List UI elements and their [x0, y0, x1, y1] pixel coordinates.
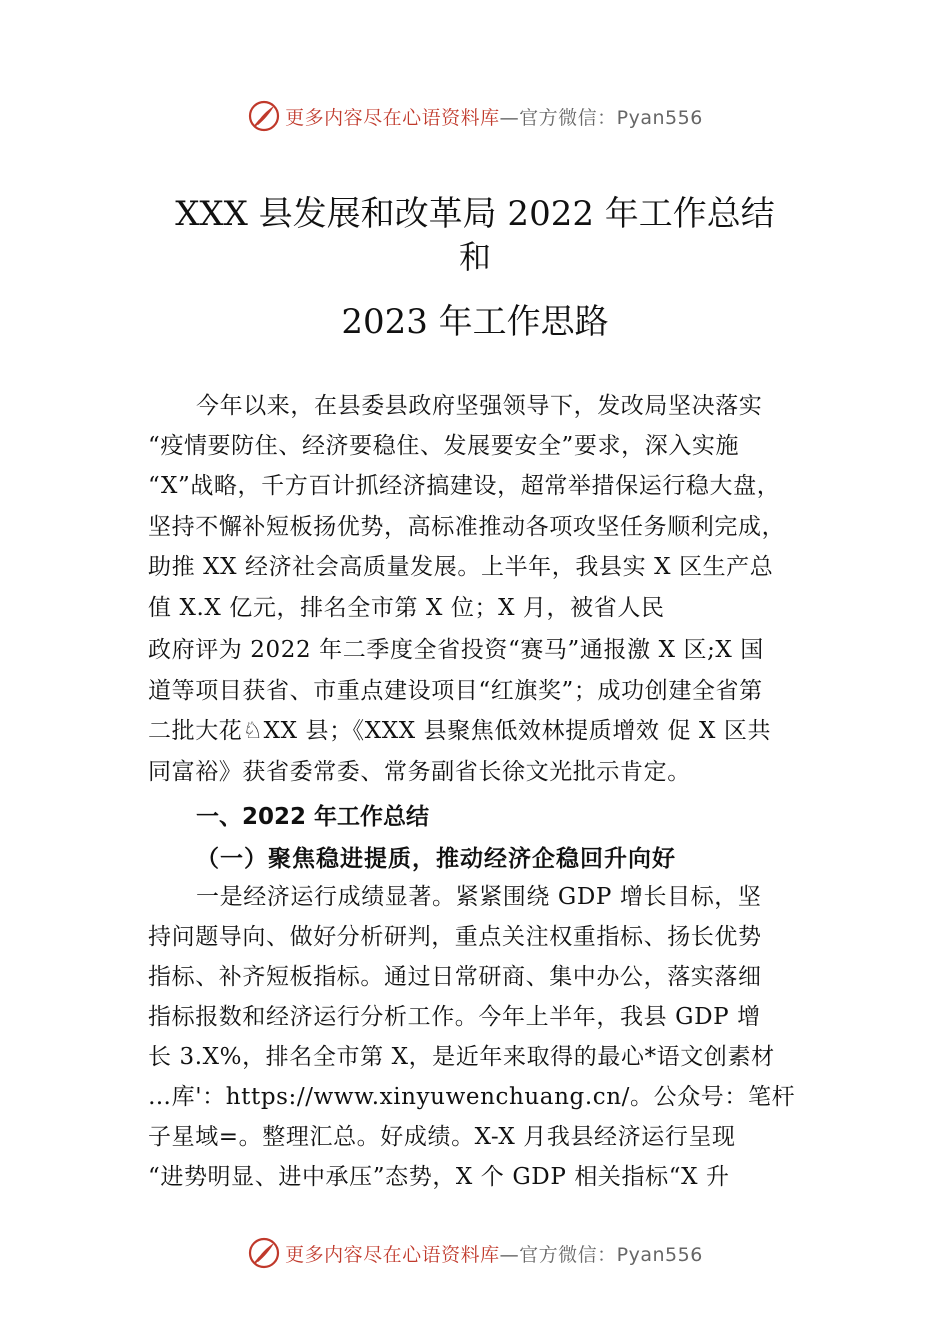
- body-line: …库'：https://www.xinyuwenchuang.cn/。公众号：笔杆: [148, 1084, 796, 1110]
- banner-text: [285, 103, 703, 130]
- body-line: 指标、补齐短板指标。通过日常研商、集中办公，落实落细: [148, 964, 762, 990]
- intro-line: “X”战略，千方百计抓经济搞建设，超常举措保运行稳大盘，: [148, 473, 781, 499]
- intro-line: “疫情要防住、经济要稳住、发展要安全”要求，深入实施: [148, 433, 740, 459]
- quill-logo-icon: [247, 99, 281, 133]
- intro-line: 政府评为 2022 年二季度全省投资“赛马”通报激 X 区;X 国: [148, 637, 764, 663]
- header-banner: [0, 96, 950, 136]
- body-line: 长 3.X%，排名全市第 X，是近年来取得的最心*语文创素材: [148, 1044, 775, 1070]
- banner-text: [285, 1240, 703, 1267]
- banner-separator: —: [499, 106, 520, 129]
- body-line: 一是经济运行成绩显著。紧紧围绕 GDP 增长目标，坚: [196, 884, 762, 910]
- quill-logo-icon: [247, 1236, 281, 1270]
- intro-line: 同富裕》获省委常委、常务副省长徐文光批示肯定。: [148, 759, 691, 785]
- banner-wechat: 官方微信：Pyan556: [519, 1243, 703, 1266]
- footer-banner: [0, 1233, 950, 1273]
- section-heading: 一、2022 年工作总结: [196, 804, 430, 830]
- intro-line: 值 X.X 亿元，排名全市第 X 位；X 月，被省人民: [148, 595, 665, 621]
- body-line: 子星域=。整理汇总。好成绩。X-X 月我县经济运行呈现: [148, 1124, 736, 1150]
- doc-title-line1: XXX 县发展和改革局 2022 年工作总结: [175, 194, 775, 234]
- subsection-heading: （一）聚焦稳进提质，推动经济企稳回升向好: [196, 845, 676, 872]
- body-line: “进势明显、进中承压”态势，X 个 GDP 相关指标“X 升: [148, 1164, 730, 1190]
- banner-wechat: 官方微信：Pyan556: [519, 106, 703, 129]
- doc-title-line2: 和: [458, 238, 491, 276]
- intro-line: 助推 XX 经济社会高质量发展。上半年，我县实 X 区生产总: [148, 554, 774, 580]
- body-line: 指标报数和经济运行分析工作。今年上半年，我县 GDP 增: [148, 1004, 761, 1030]
- body-line: 持问题导向、做好分析研判，重点关注权重指标、扬长优势: [148, 924, 762, 950]
- intro-line: 坚持不懈补短板扬优势，高标准推动各项攻坚任务顺利完成，: [148, 514, 786, 540]
- intro-line: 道等项目获省、市重点建设项目“红旗奖”；成功创建全省第: [148, 678, 763, 704]
- banner-site-name: 更多内容尽在心语资料库: [285, 106, 500, 129]
- intro-line: 今年以来，在县委县政府坚强领导下，发改局坚决落实: [196, 393, 763, 419]
- intro-line: 二批大花♘XX 县；《XXX 县聚焦低效林提质增效 促 X 区共: [148, 718, 772, 744]
- doc-title-line3: 2023 年工作思路: [341, 302, 609, 342]
- banner-site-name: 更多内容尽在心语资料库: [285, 1243, 500, 1266]
- banner-separator: —: [499, 1243, 520, 1266]
